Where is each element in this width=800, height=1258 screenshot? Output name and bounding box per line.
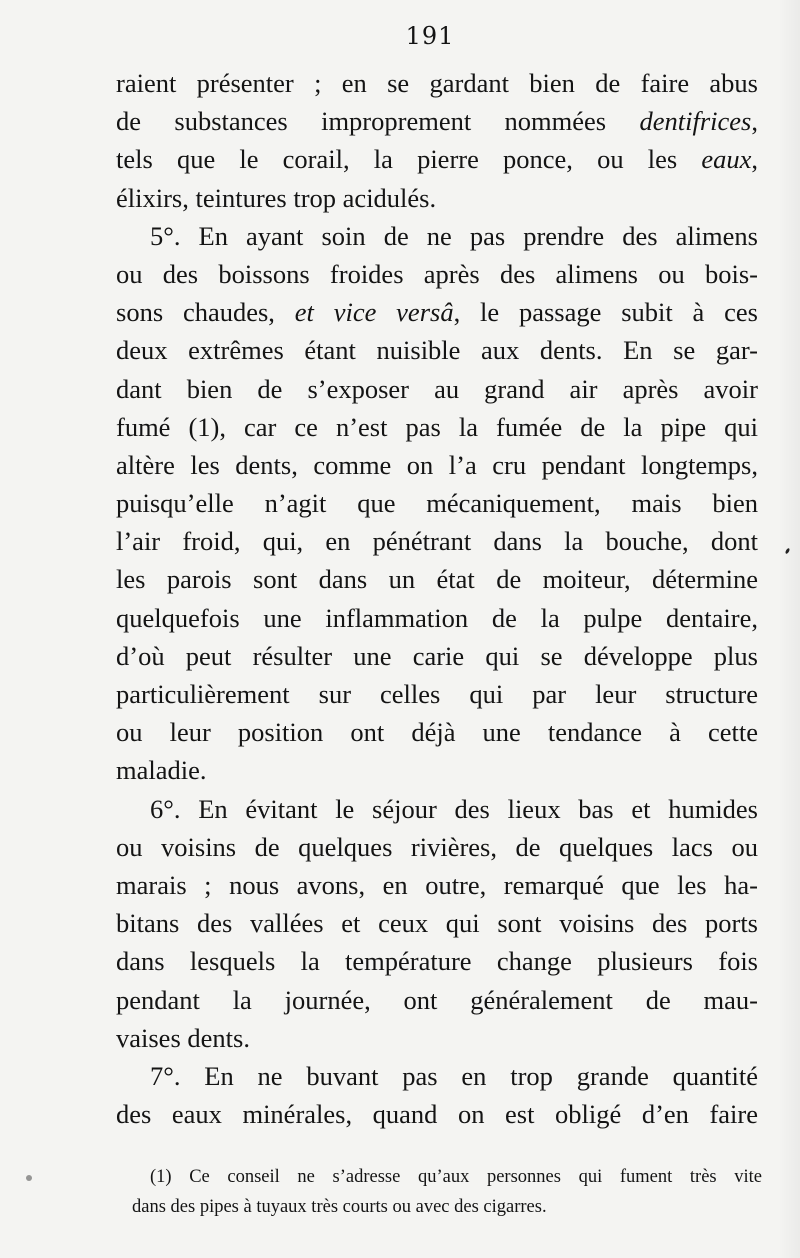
text-line: deux extrêmes étant nuisible aux dents. En se gar-: [116, 335, 758, 366]
paper-speck: [26, 1175, 32, 1181]
text-line: fumé (1), car ce n’est pas la fumée de la pipe qui: [116, 411, 758, 442]
text-line: les parois sont dans un état de moiteur, détermine: [116, 564, 758, 595]
footnote: [132, 1162, 762, 1222]
text-line: vaises dents.: [116, 1022, 250, 1053]
text-line: tels que le corail, la pierre ponce, ou les eaux,: [116, 144, 758, 175]
text-line: altère les dents, comme on l’a cru pendant longtemps,: [116, 449, 758, 480]
text-line: de substances improprement nommées dentifrices,: [116, 106, 758, 137]
text-line: ou des boissons froides après des alimens ou bois-: [116, 258, 758, 289]
page-number: 191: [405, 22, 455, 50]
text-line: élixirs, teintures trop acidulés.: [116, 182, 437, 213]
text-line: ou leur position ont déjà une tendance à cette: [116, 717, 758, 748]
text-line: dans lesquels la température change plusieurs fois: [116, 946, 758, 977]
text-line: dant bien de s’exposer au grand air après avoir: [116, 373, 758, 404]
text-line: sons chaudes, et vice versâ, le passage subit à ces: [116, 297, 758, 328]
text-line: bitans des vallées et ceux qui sont voisins des ports: [116, 908, 758, 939]
text-line: maladie.: [116, 755, 207, 786]
text-line: particulièrement sur celles qui par leur structure: [116, 679, 758, 709]
footnote-line: dans des pipes à tuyaux très courts ou avec des cigarres.: [132, 1197, 547, 1217]
text-line: puisqu’elle n’agit que mécaniquement, mais bien: [116, 488, 758, 519]
paragraph-6-start: 6°. En évitant le séjour des lieux bas et humides: [150, 793, 758, 824]
text-line: quelquefois une inflammation de la pulpe dentaire,: [116, 602, 758, 633]
page-edge-shadow: [778, 0, 800, 1258]
paragraph-7-start: 7°. En ne buvant pas en trop grande quantité: [150, 1060, 758, 1091]
footnote-line: (1) Ce conseil ne s’adresse qu’aux personnes qui fument très vite: [150, 1167, 762, 1187]
text-line: l’air froid, qui, en pénétrant dans la bouche, dont: [116, 526, 758, 557]
paragraph-5-start: 5°. En ayant soin de ne pas prendre des alimens: [150, 220, 758, 251]
text-line: marais ; nous avons, en outre, remarqué que les ha-: [116, 869, 758, 900]
text-line: ou voisins de quelques rivières, de quelques lacs ou: [116, 831, 758, 862]
text-line: des eaux minérales, quand on est obligé d’en faire: [116, 1099, 758, 1130]
text-line: raient présenter ; en se gardant bien de faire abus: [116, 68, 758, 98]
text-line: pendant la journée, ont généralement de mau-: [116, 984, 758, 1015]
text-line: d’où peut résulter une carie qui se développe plus: [116, 640, 758, 671]
body-text: [116, 64, 758, 1133]
